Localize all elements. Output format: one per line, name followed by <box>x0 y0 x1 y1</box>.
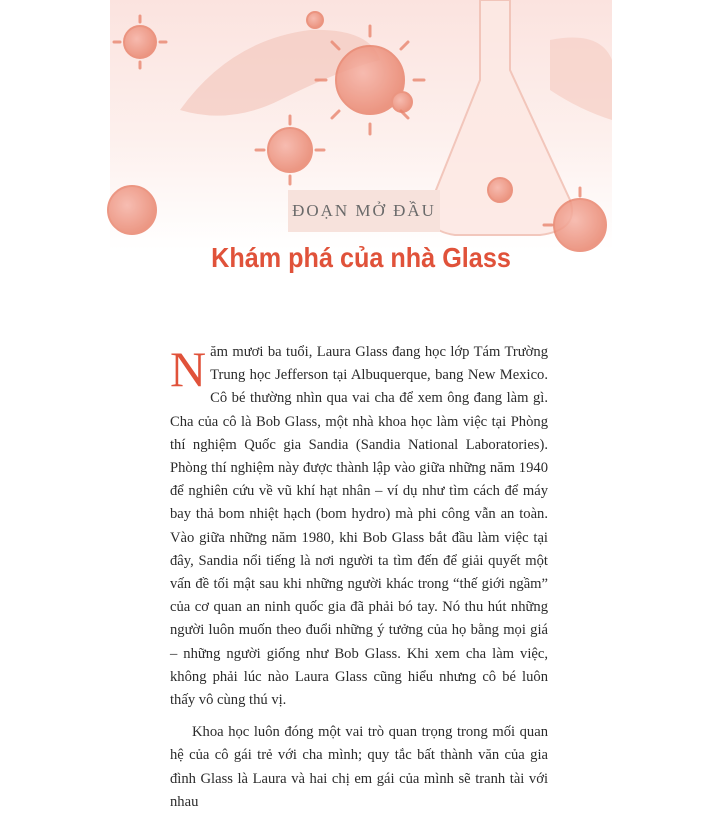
chapter-title: Khám phá của nhà Glass <box>211 242 511 273</box>
paragraph-1-text: ăm mươi ba tuổi, Laura Glass đang học lớp Tám Trường Trung học Jefferson tại Albuquerque, bang New Mexico. Cô bé thường nhìn qua vai cha để xem ông đang làm gì. Cha của cô là Bob Glass, một nhà khoa học làm việc tại Phòng thí nghiệm Quốc gia Sandia (Sandia National Laboratories). Phòng thí nghiệm này được thành lập vào giữa những năm 1940 để nghiên cứu về vũ khí hạt nhân – ví dụ như tìm cách để máy bay thả bom nhiệt hạch (bom hydro) mà phi công vẫn an toàn. Vào giữa những năm 1980, khi Bob Glass bắt đầu làm việc tại đây, Sandia nổi tiếng là nơi người ta tìm đến để giải quyết một vấn đề tối mật sau khi những người khác trong “thế giới ngầm” của cơ quan an ninh quốc gia đã phải bó tay. Nó thu hút những người luôn muốn theo đuổi những ý tưởng của họ bằng mọi giá – những người giống như Bob Glass. Khi xem cha làm việc, không phải lúc nào Laura Glass cũng hiểu nhưng cô bé luôn thấy vô cùng thú vị. <box>170 344 548 709</box>
paragraph <box>170 341 548 712</box>
section-label: ĐOẠN MỞ ĐẦU <box>288 190 440 232</box>
drop-cap: N <box>170 341 207 397</box>
body-text <box>170 341 548 814</box>
book-page <box>110 0 612 810</box>
paragraph-2-text: Khoa học luôn đóng một vai trò quan trọng trong mối quan hệ của cô gái trẻ với cha mình; quy tắc bất thành văn của gia đình Glass là Laura và hai chị em gái của mình sẽ tranh tài với nhau <box>170 724 548 810</box>
